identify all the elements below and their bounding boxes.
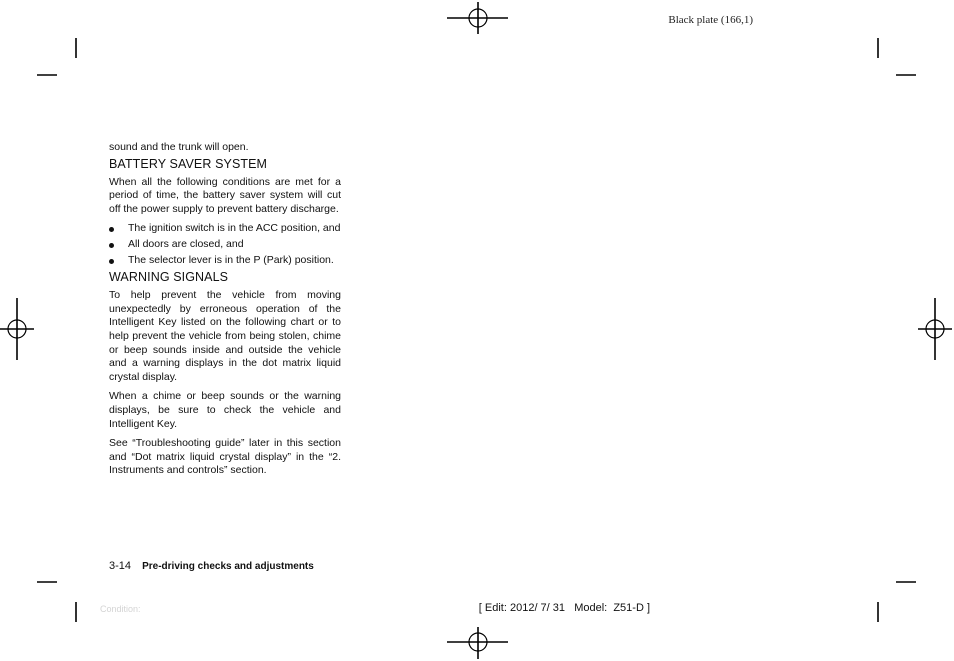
condition-text: The ignition switch is in the ACC position, and [128, 222, 341, 235]
battery-saver-heading: BATTERY SAVER SYSTEM [109, 156, 268, 171]
condition-text: All doors are closed, and [128, 237, 244, 250]
body-column [109, 141, 341, 484]
bullet-icon [109, 243, 114, 248]
condition-text: The selector lever is in the P (Park) position. [128, 253, 334, 266]
warning-paragraph: See “Troubleshooting guide” later in this section and “Dot matrix liquid crystal display” in the “2. Instruments and controls” section. [109, 437, 341, 477]
page-number: 3-14 [109, 560, 132, 572]
warning-paragraph: To help prevent the vehicle from moving unexpectedly by erroneous operation of the Intelligent Key listed on the following chart or to help prevent the vehicle from being stolen, chime or beep sounds inside and outside the vehicle and a warning displays in the dot matrix liquid crystal display. [109, 289, 341, 383]
plate-label: Black plate (166,1) [668, 14, 753, 26]
page-footer [109, 560, 314, 572]
bullet-icon [109, 259, 114, 264]
battery-saver-conditions [109, 222, 341, 267]
section-title: Pre-driving checks and adjustments [142, 561, 314, 572]
intro-text: sound and the trunk will open. [109, 141, 249, 153]
warning-paragraph: When a chime or beep sounds or the warning displays, be sure to check the vehicle and Intelligent Key. [109, 390, 341, 430]
battery-saver-paragraph: When all the following conditions are met for a period of time, the battery saver system will cut off the power supply to prevent battery discharge. [109, 175, 341, 215]
condition-item [109, 254, 341, 268]
bullet-icon [109, 227, 114, 232]
condition-label: Condition: [100, 604, 141, 614]
condition-item [109, 222, 341, 236]
warning-signals-heading: WARNING SIGNALS [109, 270, 229, 285]
condition-item [109, 238, 341, 252]
edit-info: [ Edit: 2012/ 7/ 31 Model: Z51-D ] [478, 602, 650, 614]
